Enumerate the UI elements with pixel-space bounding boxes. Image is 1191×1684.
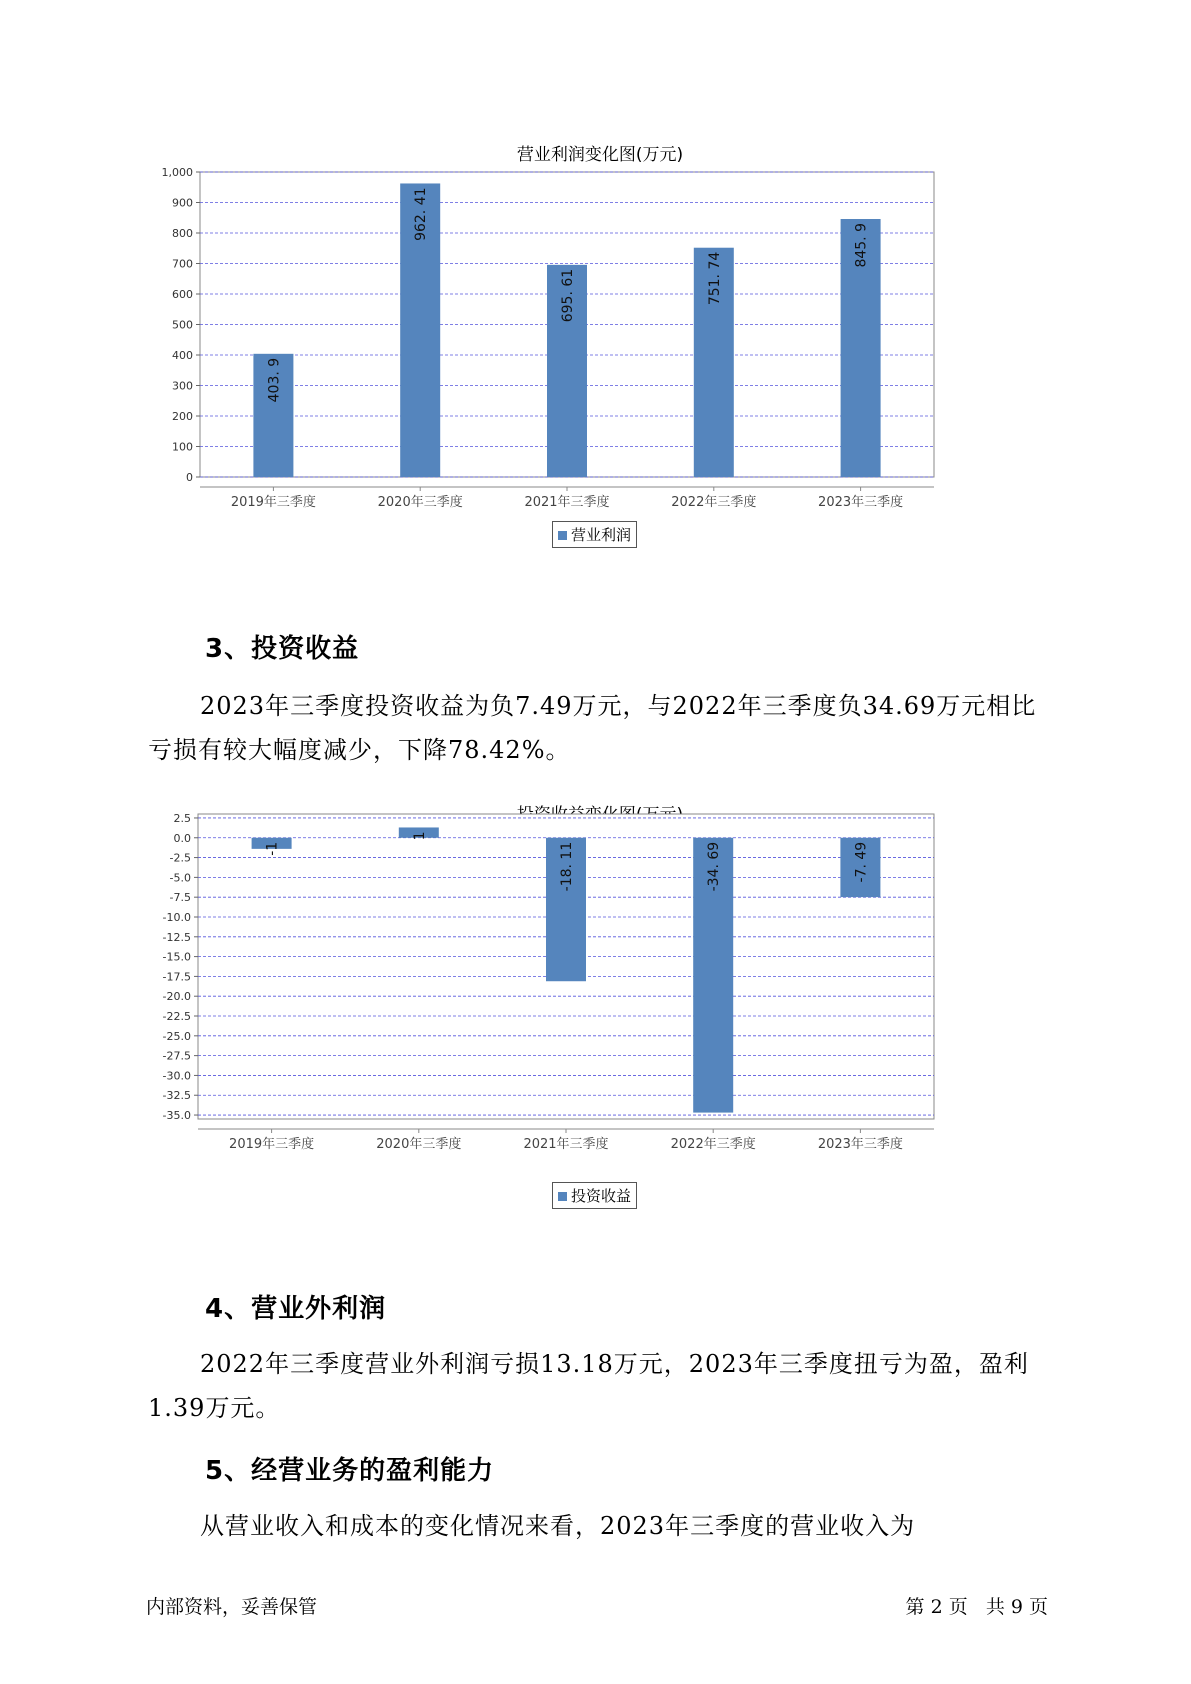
y-tick-label: 200: [172, 410, 193, 423]
x-tick-label: 2019年三季度: [230, 495, 316, 510]
y-tick-label: 500: [172, 318, 193, 332]
section-paragraph-profitability: 从营业收入和成本的变化情况来看，2023年三季度的营业收入为: [200, 1512, 916, 1540]
y-tick-label: -10.0: [162, 910, 191, 924]
data-label: 695. 61: [560, 268, 576, 323]
section-heading-non-operating-profit: 4、营业外利润: [205, 1294, 387, 1324]
y-tick-label: 100: [172, 440, 193, 454]
legend-swatch: [558, 531, 567, 540]
investment-income-chart: [150, 800, 1050, 1250]
chart-legend: [552, 1182, 637, 1209]
section-paragraph-investment-income: 2023年三季度投资收益为负7.49万元，与2022年三季度负34.69万元相比亏损有较大幅度减少，下降78.42%。: [148, 692, 1037, 764]
y-tick-label: 0: [186, 471, 193, 484]
data-label: 403. 9: [266, 357, 283, 403]
chart-title: 营业利润变化图(万元): [516, 145, 684, 165]
y-tick-label: -22.5: [162, 1010, 191, 1024]
data-label: -18. 11: [559, 841, 575, 892]
y-tick-label: 800: [172, 227, 193, 240]
y-tick-label: 1,000: [161, 166, 193, 179]
x-tick-label: 2022年三季度: [670, 1137, 756, 1152]
y-tick-label: -7.5: [169, 891, 191, 905]
section-heading-investment-income: 3、投资收益: [205, 634, 360, 664]
y-tick-label: 300: [172, 379, 193, 393]
y-tick-label: 2.5: [173, 811, 191, 825]
data-label: -1: [264, 841, 281, 856]
x-tick-label: 2020年三季度: [377, 495, 463, 510]
y-tick-label: -12.5: [162, 930, 191, 944]
footer-left: 内部资料，妥善保管: [146, 1596, 318, 1618]
y-tick-label: -2.5: [169, 851, 191, 865]
y-tick-label: -20.0: [162, 990, 191, 1004]
footer-right: 第 2 页 共 9 页: [905, 1596, 1048, 1618]
y-tick-label: -5.0: [169, 871, 191, 885]
data-label: -7. 49: [853, 841, 870, 883]
y-tick-label: 600: [172, 288, 193, 301]
operating-profit-chart-svg: [150, 140, 1050, 580]
data-label: 962. 41: [413, 187, 430, 241]
y-tick-label: -30.0: [162, 1069, 191, 1083]
legend-label: 营业利润: [571, 526, 632, 544]
data-label: -34. 69: [706, 841, 723, 892]
y-tick-label: -27.5: [162, 1049, 191, 1063]
y-tick-label: -25.0: [162, 1029, 191, 1043]
y-tick-label: 900: [172, 196, 193, 210]
y-tick-label: 700: [172, 257, 193, 271]
y-tick-label: 400: [172, 349, 193, 362]
x-tick-label: 2019年三季度: [229, 1137, 315, 1152]
x-tick-label: 2021年三季度: [524, 495, 610, 510]
section-paragraph-non-operating-profit: 2022年三季度营业外利润亏损13.18万元，2023年三季度扭亏为盈，盈利1.39万元。: [148, 1350, 1029, 1422]
chart-legend: [552, 521, 637, 548]
data-label: 751. 74: [706, 251, 723, 306]
operating-profit-chart: [150, 140, 1050, 580]
y-tick-label: -17.5: [162, 970, 191, 984]
x-tick-label: 2020年三季度: [376, 1137, 462, 1152]
x-tick-label: 2022年三季度: [671, 495, 757, 510]
y-tick-label: -15.0: [162, 950, 191, 964]
legend-swatch: [558, 1192, 567, 1201]
legend-label: 投资收益: [571, 1187, 632, 1205]
x-tick-label: 2021年三季度: [523, 1137, 609, 1152]
y-tick-label: 0.0: [173, 831, 191, 845]
y-tick-label: -32.5: [162, 1089, 191, 1103]
x-tick-label: 2023年三季度: [818, 495, 904, 510]
section-heading-profitability: 5、经营业务的盈利能力: [205, 1456, 495, 1486]
data-label: 1: [411, 831, 428, 841]
data-label: 845. 9: [853, 223, 870, 268]
x-tick-label: 2023年三季度: [817, 1137, 903, 1152]
y-tick-label: -35.0: [162, 1109, 191, 1123]
